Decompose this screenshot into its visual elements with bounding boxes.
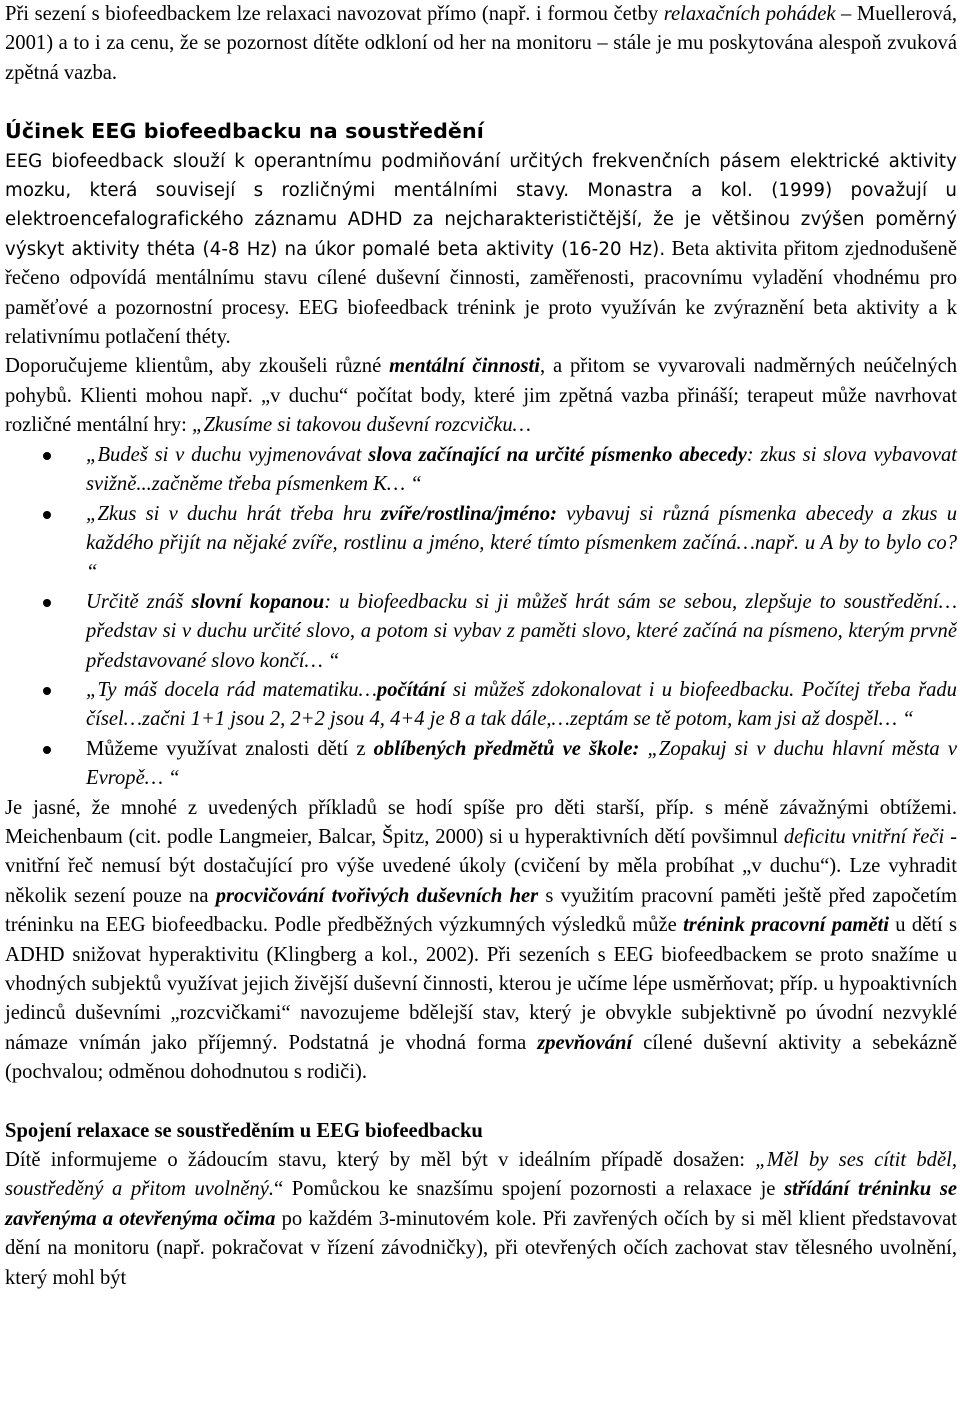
text-run: EEG biofeedback slouží k operantnímu podmiňování určitých frekvenčních pásem elektrické aktivity mozku, která souvisejí s rozličnými mentálními stavy. Monastra a kol. (1999) považují u elektroencefalografického záznamu ADHD za nejcharakterističtější, že je většinou zvýšen poměrný výskyt aktivity théta (4-8 Hz) na úkor pomalé beta aktivity (16-20 Hz).	[5, 150, 957, 260]
list-item	[5, 676, 957, 735]
list-item	[5, 441, 957, 500]
relaxation-paragraph	[5, 1146, 957, 1293]
bullet-icon	[43, 599, 51, 607]
text-run-italic: „Ty máš docela rád matematiku…	[86, 678, 377, 701]
text-run-bold-italic: zvíře/rostlina/jméno:	[380, 502, 557, 525]
text-run-italic: vybavuj si různá písmenka abecedy a zkus u každého přijít na nějaké zvíře, rostlinu a jméno, které tímto písmenkem začíná…např. u A by to bylo co? “	[86, 502, 958, 584]
bullet-icon	[43, 687, 51, 695]
text-run-italic: „Budeš si v duchu vyjmenovávat	[86, 443, 369, 466]
list-item	[5, 500, 957, 588]
text-run: Můžeme využívat znalosti dětí z	[86, 737, 374, 760]
text-run-bold-italic: zpevňování	[537, 1031, 633, 1054]
text-run-bold-italic: trénink pracovní paměti	[683, 914, 889, 937]
text-run-italic: „Zkus si v duchu hrát třeba hru	[86, 502, 381, 525]
text-run-italic: „Měl by ses cítit bděl, soustředěný a přitom uvolněný.	[5, 1149, 957, 1201]
text-run-italic: si můžeš zdokonalovat i u biofeedbacku. Počítej třeba řadu čísel…začni 1+1 jsou 2, 2+2 jsou 4, 4+4 je 8 a tak dále,…zeptám se tě potom, kam jsi až dospěl… “	[86, 678, 957, 731]
eeg-paragraph	[5, 147, 957, 353]
list-item	[5, 588, 957, 676]
text-run: Je jasné, že mnohé z uvedených příkladů se hodí spíše pro děti starší, příp. s méně závažnými obtížemi. Meichenbaum (cit. podle Langmeier, Balcar, Špitz, 2000) si u hyperaktivních dětí povšimnul	[5, 796, 957, 848]
bullet-icon	[43, 511, 51, 519]
text-run: Při sezení s biofeedbackem lze relaxaci navozovat přímo (např. i formou četby	[5, 3, 664, 25]
text-run: , a přitom se vyvarovali nadměrných neúčelných pohybů. Klienti mohou např. „v duchu“ počítat body, které jim zpětná vazba přináší; terapeut může navrhovat rozličné mentální hry:	[5, 355, 958, 437]
text-run-bold-italic: mentální činnosti	[389, 355, 540, 378]
text-run-bold-italic: procvičování tvořivých duševních her	[215, 884, 539, 907]
text-run-italic: Určitě znáš	[86, 590, 192, 613]
text-run-italic: deficitu vnitřní řeči	[783, 825, 945, 848]
text-run-italic: relaxačních pohádek	[663, 3, 836, 25]
text-run-bold-italic: počítání	[376, 678, 446, 701]
adhd-paragraph	[5, 794, 957, 1088]
bullet-icon	[43, 452, 51, 460]
text-run-bold-italic: slova začínající na určité písmenko abecedy	[368, 443, 747, 466]
text-run: – Muellerová, 2001) a to i za cenu, že se pozornost dítěte odkloní od her na monitoru – stále je mu poskytována alespoň zvuková zpětná vazba.	[5, 3, 958, 84]
text-run: s využitím pracovní paměti ještě před započetím tréninku na EEG biofeedbacku. Podle předběžných výzkumných výsledků může	[5, 884, 957, 937]
text-run: “ Pomůckou ke snazšímu spojení pozornosti a relaxace je	[274, 1178, 785, 1201]
intro-paragraph	[5, 0, 957, 88]
text-run: Beta aktivita přitom zjednodušeně řečeno odpovídá mentálnímu stavu cílené duševní činnosti, zaměřenosti, pracovnímu vyladění vhodnému pro paměťové a pozornostní procesy. EEG biofeedback trénink je proto využíván ke zvýraznění beta aktivity a k relativnímu potlačení théty.	[5, 237, 957, 349]
text-run: u dětí s ADHD snižovat hyperaktivitu (Klingberg a kol., 2002). Při sezeních s EEG biofeedbackem se proto snažíme u vhodných subjektů využívat jejich živější duševní činnosti, kterou je učíme lépe usměrňovat; příp. u hypoaktivních jedinců duševními „rozcvičkami“ navozujeme bdělejší stav, který je obvykle subjektivně po úvodní nezvyklé námaze vnímán jako příjemný. Podstatná je vhodná forma	[5, 914, 957, 1054]
section-heading: Účinek EEG biofeedbacku na soustředění	[5, 119, 484, 144]
spacer	[5, 88, 957, 117]
text-run-italic: „Zopakuj si v duchu hlavní města v Evropě… “	[86, 737, 957, 790]
text-run-italic: : u biofeedbacku si ji můžeš hrát sám se sebou, zlepšuje to soustředění…představ si v duchu určité slovo, a potom si vybav z paměti slovo, které začíná na písmeno, kterým prvně představované slovo končí… “	[86, 590, 958, 672]
bullet-icon	[43, 746, 51, 754]
text-run-bold-italic: oblíbených předmětů ve škole:	[373, 737, 640, 760]
text-run-bold-italic: střídání tréninku se zavřenýma a otevřenýma očima	[5, 1178, 958, 1230]
spacer	[5, 1088, 957, 1117]
text-run: cílené duševní aktivity a sebekázně (pochvalou; odměnou dohodnutou s rodiči).	[5, 1031, 957, 1084]
text-run: Doporučujeme klientům, aby zkoušeli různé	[5, 355, 390, 378]
text-run-italic: „Zkusíme si takovou duševní rozcvičku…	[192, 414, 531, 437]
list-item	[5, 735, 957, 794]
game-list	[5, 441, 957, 794]
text-run: - vnitřní řeč nemusí být dostačující pro výše uvedené úkoly (cvičení by měla probíhat „v duchu“). Lze vyhradit několik sezení pouze na	[5, 825, 957, 907]
text-run: Dítě informujeme o žádoucím stavu, který by měl být v ideálním případě dosažen:	[5, 1149, 756, 1172]
document-page	[5, 0, 957, 1293]
recommendation-paragraph	[5, 352, 957, 440]
text-run-italic: : zkus si slova vybavovat svižně...začněme třeba písmenkem K… “	[86, 443, 957, 496]
section-heading: Spojení relaxace se soustředěním u EEG biofeedbacku	[5, 1119, 483, 1142]
text-run-bold-italic: slovní kopanou	[191, 590, 325, 613]
text-run: po každém 3-minutovém kole. Při zavřených očích by si měl klient představovat dění na monitoru (např. pokračovat v řízení závodničky), při otevřených očích zachovat stav tělesného uvolnění, který mohl být	[5, 1207, 957, 1289]
